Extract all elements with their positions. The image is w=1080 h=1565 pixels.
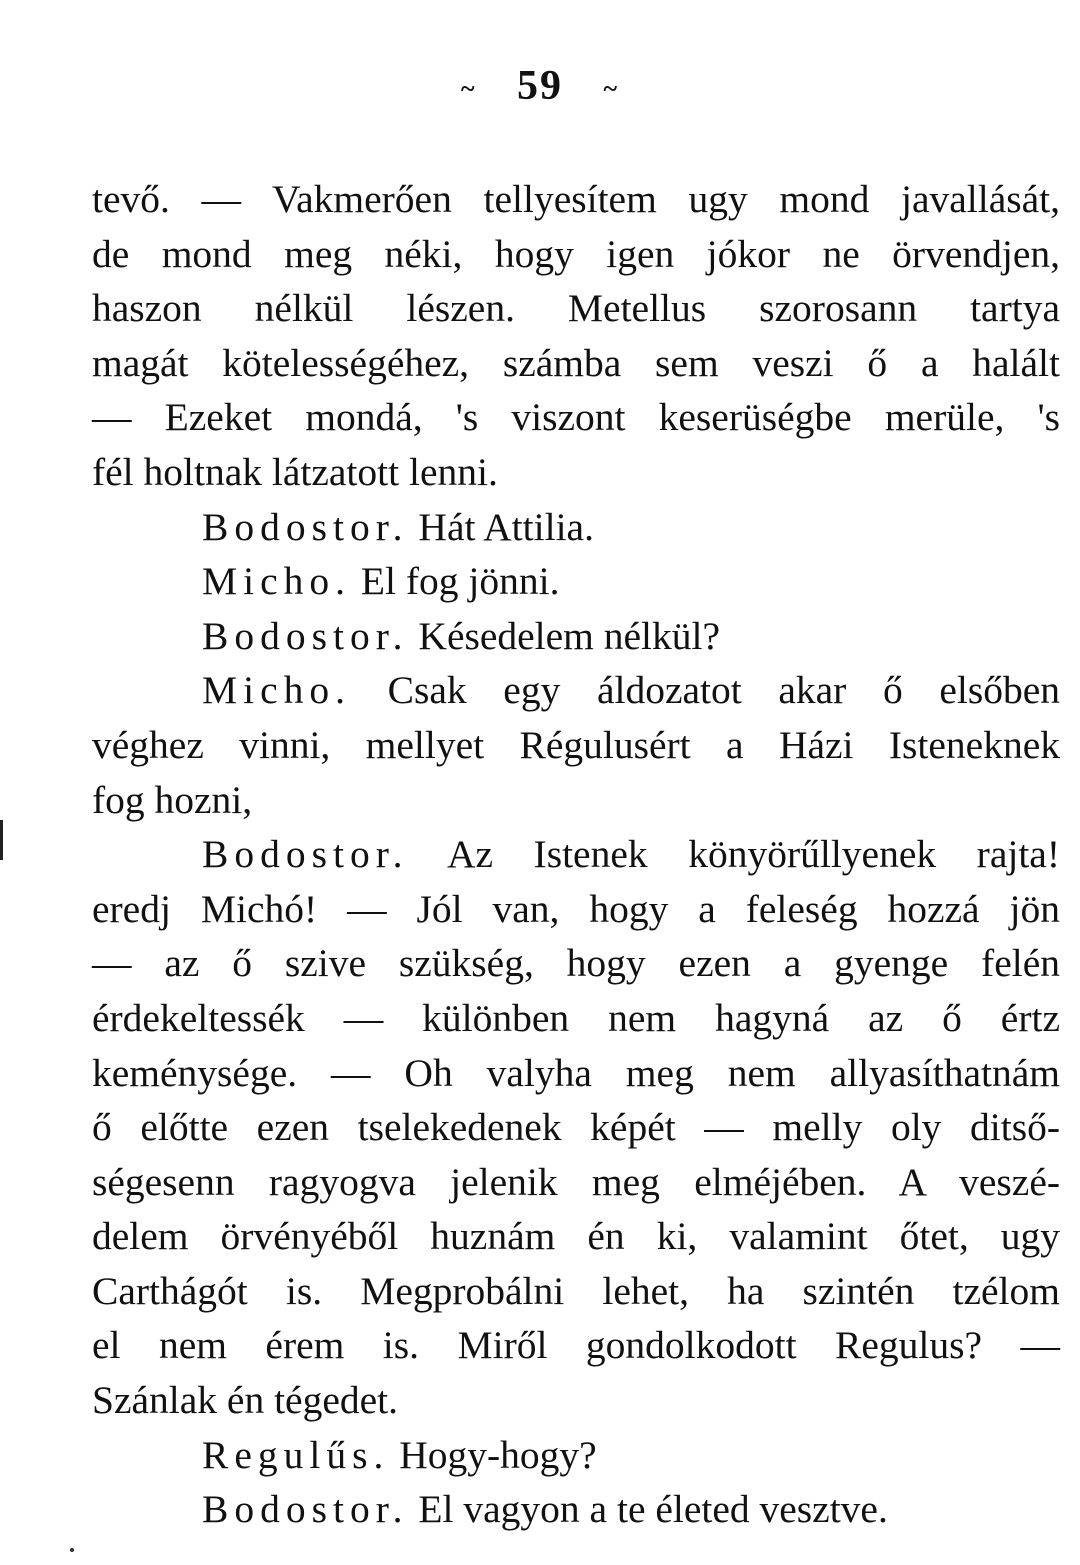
text-line: tevő. — Vakmerően tellyesítem ugy mond javallását, <box>92 177 1060 221</box>
text-line: delem örvényéből huznám én ki, valamint őtet, ugy <box>92 1214 1060 1259</box>
text-line: véghez vinni, mellyet Régulusért a Házi Isteneknek <box>92 722 1060 767</box>
dialogue-text: El fog jönni. <box>360 559 560 604</box>
dialogue-text: Hát Attilia. <box>418 504 594 549</box>
text-line: fog hozni, <box>92 777 253 822</box>
text-line: eredj Michó! — Jól van, hogy a feleség hozzá jön <box>92 886 1060 931</box>
text-line: de mond meg néki, hogy igen jókor ne örvendjen, <box>92 231 1060 276</box>
text-line: fél holtnak látzatott lenni. <box>92 449 498 494</box>
dialogue-line <box>92 500 1060 555</box>
speaker-name: Bodostor. <box>202 613 409 658</box>
speaker-name: Bodostor. <box>202 1487 409 1532</box>
dialogue-line <box>92 609 1060 664</box>
dialogue-line <box>92 1428 1060 1483</box>
text-line: — Ezeket mondá, 's viszont keserüségbe merüle, 's <box>92 395 1060 440</box>
speaker-name: Micho. <box>202 559 352 604</box>
scan-edge-mark <box>0 820 3 860</box>
text-line: haszon nélkül lészen. Metellus szorosann tartya <box>92 286 1060 331</box>
text-line: Szánlak én tégedet. <box>92 1378 398 1423</box>
dialogue-line <box>92 663 1060 718</box>
text-line: ő előtte ezen tselekedenek képét — melly oly ditső- <box>92 1105 1060 1150</box>
dialogue-line <box>92 827 1060 882</box>
left-ornament: ~ <box>460 74 477 104</box>
dialogue-text: Hogy-hogy? <box>399 1432 597 1477</box>
dialogue-text: Csak egy áldozatot akar ő elsőben <box>387 668 1060 713</box>
page-body <box>92 172 1060 1537</box>
text-line: el nem érem is. Miről gondolkodott Regulus? — <box>92 1323 1060 1368</box>
dialogue-line <box>92 554 1060 609</box>
dialogue-text: Az Istenek könyörűllyenek rajta! <box>446 832 1060 877</box>
speaker-name: Micho. <box>202 668 352 713</box>
text-line: Carthágót is. Megprobálni lehet, ha szintén tzélom <box>92 1268 1060 1313</box>
speaker-name: Bodostor. <box>202 832 409 877</box>
scan-speck <box>70 1548 74 1552</box>
right-ornament: ~ <box>603 74 620 104</box>
text-line: érdekeltessék — különben nem hagyná az ő értz <box>92 995 1060 1040</box>
dialogue-line <box>92 1482 1060 1537</box>
speaker-name: Bodostor. <box>202 504 409 549</box>
speaker-name: Regulűs. <box>202 1432 390 1477</box>
page-number: 59 <box>517 63 563 109</box>
dialogue-text: Késedelem nélkül? <box>418 613 721 658</box>
text-line: — az ő szive szükség, hogy ezen a gyenge felén <box>92 941 1060 986</box>
text-line: ségesenn ragyogva jelenik meg elméjében. A veszé- <box>92 1159 1060 1204</box>
text-line: keménysége. — Oh valyha meg nem allyasíthatnám <box>92 1050 1060 1095</box>
dialogue-text: El vagyon a te életed vesztve. <box>418 1487 888 1532</box>
text-line: magát kötelességéhez, számba sem veszi ő a halált <box>92 340 1060 385</box>
page-header <box>0 62 1080 110</box>
